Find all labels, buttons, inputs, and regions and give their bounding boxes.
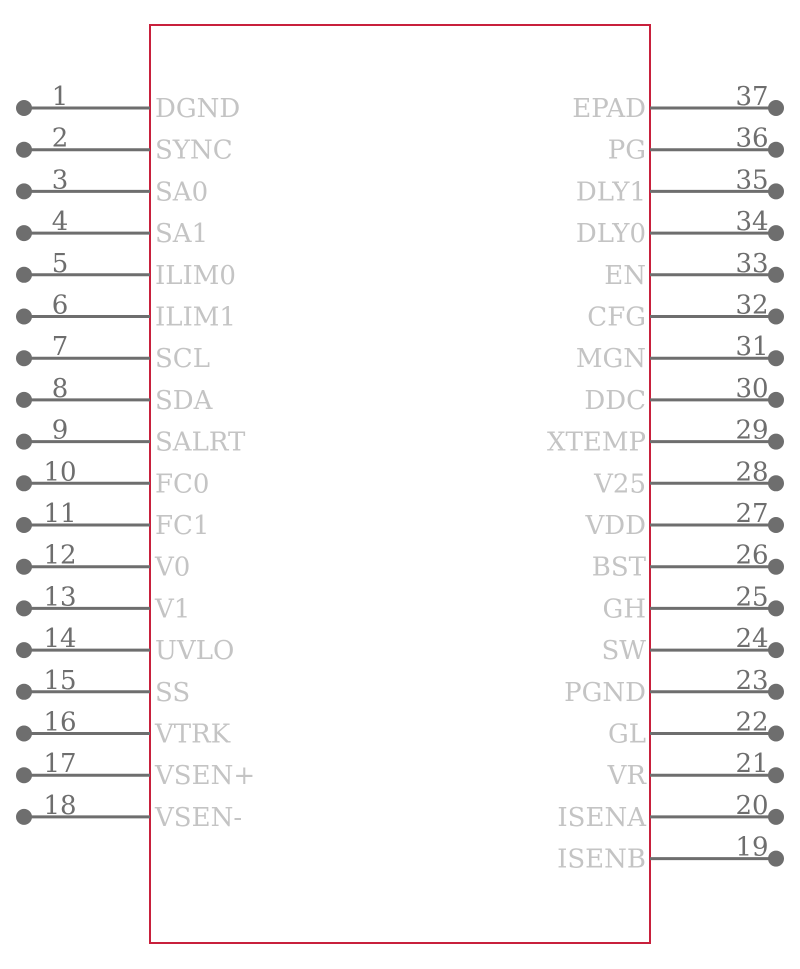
- pin-endpoint-dot: [16, 767, 32, 783]
- pin-endpoint-dot: [768, 559, 784, 575]
- pin-endpoint-dot: [768, 225, 784, 241]
- pin-endpoint-dot: [16, 392, 32, 408]
- pin-name: DGND: [155, 94, 241, 124]
- pin-endpoint-dot: [16, 726, 32, 742]
- pin-number: 9: [51, 415, 69, 446]
- pin-endpoint-dot: [16, 309, 32, 325]
- pin-name: SYNC: [155, 135, 233, 166]
- pin-number: 23: [735, 665, 769, 696]
- pin-number: 2: [51, 123, 69, 154]
- pin-number: 29: [735, 415, 769, 446]
- pin-number: 30: [735, 373, 769, 404]
- pin-endpoint-dot: [16, 475, 32, 491]
- pin-name: PG: [607, 135, 646, 166]
- pin-endpoint-dot: [16, 684, 32, 700]
- pin-endpoint-dot: [16, 642, 32, 658]
- pin-number: 33: [735, 248, 769, 279]
- pin-endpoint-dot: [768, 600, 784, 616]
- pin-number: 4: [51, 207, 69, 238]
- pin-name: VSEN+: [155, 761, 256, 792]
- pin-number: 6: [51, 290, 69, 321]
- pin-name: DLY1: [575, 177, 646, 208]
- pin-name: ISENB: [557, 844, 646, 875]
- pin-endpoint-dot: [768, 684, 784, 700]
- pin-name: VSEN-: [155, 802, 243, 833]
- pin-endpoint-dot: [768, 309, 784, 325]
- pin-name: DDC: [584, 385, 646, 416]
- pin-endpoint-dot: [768, 142, 784, 158]
- pin-number: 12: [43, 540, 77, 571]
- pin-number: 32: [735, 290, 769, 321]
- pin-number: 37: [735, 82, 769, 112]
- pin-number: 31: [735, 332, 769, 363]
- pin-endpoint-dot: [16, 267, 32, 283]
- pin-number: 27: [735, 499, 769, 529]
- pin-name: V0: [155, 552, 191, 583]
- pin-endpoint-dot: [16, 559, 32, 575]
- pin-name: GL: [607, 719, 646, 750]
- pin-endpoint-dot: [768, 267, 784, 283]
- pin-name: DLY0: [575, 219, 646, 250]
- pin-number: 10: [43, 457, 77, 488]
- pin-number: 15: [43, 665, 77, 696]
- pin-number: 7: [51, 332, 69, 363]
- pin-endpoint-dot: [16, 225, 32, 241]
- pin-endpoint-dot: [768, 726, 784, 742]
- pin-name: SALRT: [155, 427, 246, 458]
- pin-endpoint-dot: [768, 767, 784, 783]
- pin-number: 36: [735, 123, 769, 154]
- pin-name: V25: [594, 469, 646, 500]
- pin-name: VTRK: [155, 719, 231, 750]
- pin-name: XTEMP: [547, 427, 646, 458]
- pin-name: SA0: [155, 177, 209, 208]
- pin-number: 35: [735, 165, 769, 196]
- pin-endpoint-dot: [768, 642, 784, 658]
- pin-endpoint-dot: [16, 809, 32, 825]
- pin-name: FC0: [155, 469, 210, 500]
- pin-name: VR: [607, 761, 646, 792]
- pin-number: 28: [735, 457, 769, 488]
- pin-name: FC1: [155, 511, 210, 541]
- pin-name: BST: [591, 552, 646, 583]
- pin-endpoint-dot: [16, 600, 32, 616]
- pin-number: 34: [735, 207, 769, 238]
- pin-endpoint-dot: [16, 350, 32, 366]
- pin-number: 20: [735, 790, 769, 821]
- pin-name: SS: [155, 677, 191, 708]
- pin-name: CFG: [587, 302, 646, 333]
- pin-number: 3: [51, 165, 69, 196]
- pin-endpoint-dot: [16, 100, 32, 116]
- pin-number: 18: [43, 790, 77, 821]
- pin-endpoint-dot: [16, 434, 32, 450]
- pin-number: 26: [735, 540, 769, 571]
- pin-number: 5: [51, 248, 69, 279]
- pin-number: 17: [43, 749, 77, 780]
- pin-number: 14: [43, 624, 77, 655]
- pin-number: 16: [43, 707, 77, 738]
- pin-endpoint-dot: [768, 475, 784, 491]
- pin-endpoint-dot: [16, 517, 32, 533]
- pin-endpoint-dot: [768, 809, 784, 825]
- pin-number: 1: [51, 82, 69, 112]
- pin-number: 21: [735, 749, 769, 780]
- pin-endpoint-dot: [768, 434, 784, 450]
- pin-name: EPAD: [572, 94, 646, 124]
- pin-name: VDD: [585, 511, 646, 541]
- pin-name: ILIM1: [155, 302, 236, 333]
- pin-number: 24: [735, 624, 769, 655]
- pin-endpoint-dot: [768, 517, 784, 533]
- pin-number: 22: [735, 707, 769, 738]
- pin-number: 13: [43, 582, 77, 613]
- pin-name: V1: [155, 594, 191, 625]
- pin-name: PGND: [564, 677, 646, 708]
- pin-endpoint-dot: [768, 392, 784, 408]
- pin-number: 11: [43, 499, 77, 529]
- pin-name: MGN: [575, 344, 646, 375]
- pin-endpoint-dot: [768, 100, 784, 116]
- pin-endpoint-dot: [16, 183, 32, 199]
- pin-name: ILIM0: [155, 260, 236, 291]
- pin-number: 25: [735, 582, 769, 613]
- pin-endpoint-dot: [768, 851, 784, 867]
- pin-endpoint-dot: [768, 183, 784, 199]
- pin-name: SCL: [155, 344, 210, 375]
- pin-number: 8: [51, 373, 69, 404]
- pin-name: EN: [604, 260, 646, 291]
- pin-name: SW: [601, 636, 646, 667]
- pin-name: ISENA: [557, 802, 646, 833]
- pin-name: UVLO: [155, 636, 235, 667]
- pin-name: SA1: [155, 219, 209, 250]
- pin-name: SDA: [155, 385, 213, 416]
- pin-endpoint-dot: [768, 350, 784, 366]
- pin-name: GH: [602, 594, 646, 625]
- pin-number: 19: [735, 832, 769, 863]
- pin-endpoint-dot: [16, 142, 32, 158]
